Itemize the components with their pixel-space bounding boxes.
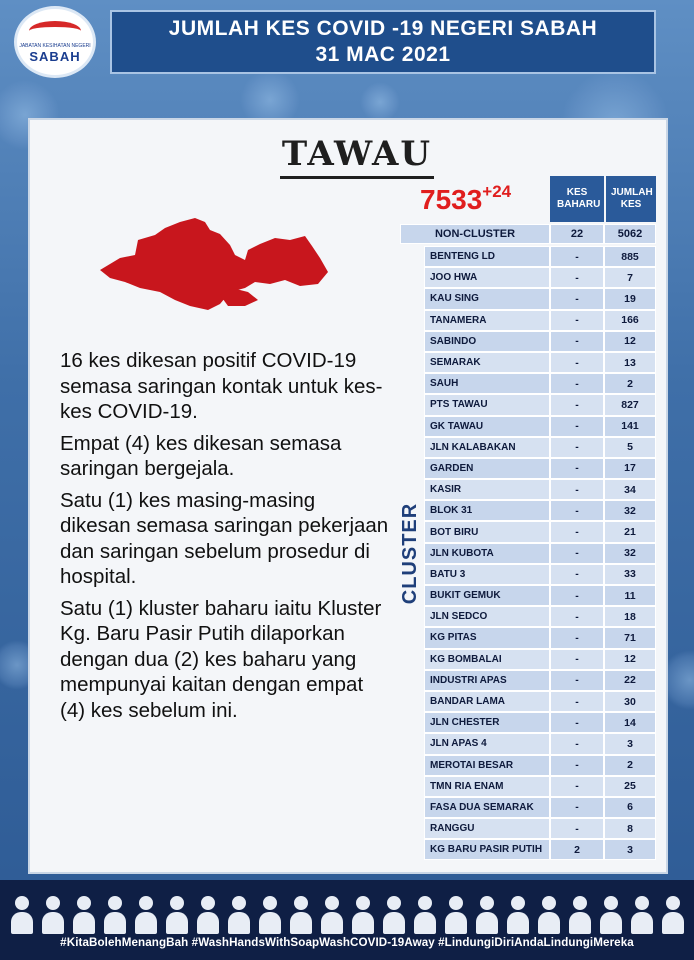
cluster-total-cases: 34: [604, 479, 656, 500]
cluster-name: JLN CHESTER: [424, 712, 550, 733]
cluster-total-cases: 12: [604, 331, 656, 352]
paragraph-4: Satu (1) kluster baharu iaitu Kluster Kg. Baru Pasir Putih dilaporkan dengan dua (2) kes baharu yang mempunyai kaitan dengan empat (4) kes sebelum ini.: [60, 596, 382, 722]
table-row: [424, 585, 656, 606]
cluster-total-cases: 2: [604, 755, 656, 776]
cluster-total-cases: 17: [604, 458, 656, 479]
table-row: [424, 352, 656, 373]
table-row: [424, 691, 656, 712]
table-row: [424, 564, 656, 585]
person-icon: [662, 894, 684, 934]
cluster-name: SAUH: [424, 373, 550, 394]
person-icon: [11, 894, 33, 934]
cluster-new-cases: -: [550, 691, 604, 712]
noncluster-row: [400, 224, 656, 244]
total-cases: [420, 182, 511, 216]
cluster-name: RANGGU: [424, 818, 550, 839]
noncluster-name: NON-CLUSTER: [400, 224, 550, 244]
cluster-new-cases: -: [550, 373, 604, 394]
person-icon: [507, 894, 529, 934]
header-banner: [110, 10, 656, 74]
cluster-name: KASIR: [424, 479, 550, 500]
cluster-new-cases: -: [550, 627, 604, 648]
person-icon: [414, 894, 436, 934]
table-row: [424, 267, 656, 288]
cluster-new-cases: -: [550, 755, 604, 776]
person-icon: [228, 894, 250, 934]
cluster-name: MEROTAI BESAR: [424, 755, 550, 776]
cluster-name: INDUSTRI APAS: [424, 670, 550, 691]
table-row: [424, 543, 656, 564]
logo-text: SABAH: [29, 48, 81, 64]
logo-small-text: JABATAN KESIHATAN NEGERI: [19, 42, 91, 49]
cluster-new-cases: -: [550, 776, 604, 797]
cluster-total-cases: 33: [604, 564, 656, 585]
cluster-new-cases: -: [550, 394, 604, 415]
table-row: [424, 500, 656, 521]
cluster-name: BLOK 31: [424, 500, 550, 521]
cluster-name: BANDAR LAMA: [424, 691, 550, 712]
cluster-new-cases: -: [550, 352, 604, 373]
person-icon: [476, 894, 498, 934]
table-row: [424, 839, 656, 860]
table-row: [424, 649, 656, 670]
cluster-new-cases: -: [550, 331, 604, 352]
cluster-total-cases: 71: [604, 627, 656, 648]
person-icon: [42, 894, 64, 934]
total-increase: +24: [482, 182, 512, 201]
person-icon: [445, 894, 467, 934]
cluster-total-cases: 11: [604, 585, 656, 606]
cluster-new-cases: -: [550, 521, 604, 542]
person-icon: [383, 894, 405, 934]
paragraph-3: Satu (1) kes masing-masing dikesan semasa saringan pekerjaan dan saringan sebelum prosedur di hospital.: [60, 488, 389, 588]
header-total-cases: JUMLAH KES: [606, 176, 656, 222]
person-icon: [321, 894, 343, 934]
cluster-name: BATU 3: [424, 564, 550, 585]
cluster-name: TMN RIA ENAM: [424, 776, 550, 797]
header-new-cases: KES BAHARU: [550, 176, 604, 222]
people-illustration: [6, 886, 688, 934]
cluster-name: KAU SING: [424, 288, 550, 309]
table-row: [424, 394, 656, 415]
table-row: [424, 458, 656, 479]
cluster-total-cases: 32: [604, 543, 656, 564]
cluster-total-cases: 5: [604, 437, 656, 458]
cluster-new-cases: -: [550, 543, 604, 564]
cluster-new-cases: -: [550, 479, 604, 500]
cluster-new-cases: -: [550, 585, 604, 606]
cluster-new-cases: -: [550, 712, 604, 733]
table-row: [424, 712, 656, 733]
table-row: [424, 606, 656, 627]
cluster-name: JOO HWA: [424, 267, 550, 288]
cluster-total-cases: 14: [604, 712, 656, 733]
paragraph-1: 16 kes dikesan positif COVID-19 semasa saringan kontak untuk kes-kes COVID-19.: [60, 349, 383, 423]
cluster-name: FASA DUA SEMARAK: [424, 797, 550, 818]
cluster-total-cases: 3: [604, 839, 656, 860]
cluster-name: KG PITAS: [424, 627, 550, 648]
noncluster-total: 5062: [604, 224, 656, 244]
cluster-new-cases: -: [550, 818, 604, 839]
cluster-new-cases: 2: [550, 839, 604, 860]
logo: [14, 6, 96, 78]
cluster-new-cases: -: [550, 797, 604, 818]
cluster-name: GK TAWAU: [424, 416, 550, 437]
footer-hashtags: #KitaBolehMenangBah #WashHandsWithSoapWashCOVID-19Away #LindungiDiriAndaLindungiMereka: [60, 936, 634, 949]
cluster-new-cases: -: [550, 246, 604, 267]
cluster-name: JLN KUBOTA: [424, 543, 550, 564]
table-row: [424, 373, 656, 394]
cluster-total-cases: 30: [604, 691, 656, 712]
cluster-name: JLN APAS 4: [424, 733, 550, 754]
cluster-label: CLUSTER: [399, 502, 422, 604]
cluster-new-cases: -: [550, 267, 604, 288]
cluster-total-cases: 141: [604, 416, 656, 437]
cluster-total-cases: 13: [604, 352, 656, 373]
cluster-name: SEMARAK: [424, 352, 550, 373]
noncluster-new: 22: [550, 224, 604, 244]
cluster-name: JLN SEDCO: [424, 606, 550, 627]
cluster-new-cases: -: [550, 288, 604, 309]
person-icon: [259, 894, 281, 934]
cluster-new-cases: -: [550, 564, 604, 585]
person-icon: [197, 894, 219, 934]
cluster-total-cases: 8: [604, 818, 656, 839]
cluster-total-cases: 32: [604, 500, 656, 521]
cluster-total-cases: 6: [604, 797, 656, 818]
cluster-name: TANAMERA: [424, 310, 550, 331]
person-icon: [135, 894, 157, 934]
cluster-total-cases: 7: [604, 267, 656, 288]
table-row: [424, 479, 656, 500]
district-title: TAWAU: [280, 134, 434, 179]
content-panel: [28, 118, 668, 874]
cluster-total-cases: 22: [604, 670, 656, 691]
cluster-new-cases: -: [550, 606, 604, 627]
cluster-new-cases: -: [550, 500, 604, 521]
cluster-total-cases: 19: [604, 288, 656, 309]
tawau-map-icon: [80, 200, 340, 320]
cluster-name: BENTENG LD: [424, 246, 550, 267]
table-row: [424, 437, 656, 458]
cluster-new-cases: -: [550, 310, 604, 331]
table-row: [424, 755, 656, 776]
person-icon: [631, 894, 653, 934]
cluster-new-cases: -: [550, 416, 604, 437]
person-icon: [290, 894, 312, 934]
header-date: 31 MAC 2021: [315, 43, 451, 66]
cluster-name: PTS TAWAU: [424, 394, 550, 415]
cluster-total-cases: 12: [604, 649, 656, 670]
table-row: [424, 246, 656, 267]
person-icon: [600, 894, 622, 934]
table-row: [424, 331, 656, 352]
table-row: [424, 797, 656, 818]
cluster-total-cases: 25: [604, 776, 656, 797]
person-icon: [352, 894, 374, 934]
cluster-name: JLN KALABAKAN: [424, 437, 550, 458]
cluster-name: KG BOMBALAI: [424, 649, 550, 670]
cluster-new-cases: -: [550, 649, 604, 670]
person-icon: [73, 894, 95, 934]
cluster-total-cases: 827: [604, 394, 656, 415]
cluster-total-cases: 3: [604, 733, 656, 754]
person-icon: [104, 894, 126, 934]
cluster-total-cases: 18: [604, 606, 656, 627]
table-row: [424, 288, 656, 309]
cluster-name: KG BARU PASIR PUTIH: [424, 839, 550, 860]
description-text: [60, 348, 390, 729]
cluster-name: BOT BIRU: [424, 521, 550, 542]
table-row: [424, 776, 656, 797]
cluster-name: GARDEN: [424, 458, 550, 479]
cluster-new-cases: -: [550, 733, 604, 754]
person-icon: [569, 894, 591, 934]
cluster-total-cases: 21: [604, 521, 656, 542]
cluster-new-cases: -: [550, 670, 604, 691]
person-icon: [538, 894, 560, 934]
table-row: [424, 416, 656, 437]
footer: [0, 880, 694, 960]
header-title: JUMLAH KES COVID -19 NEGERI SABAH: [168, 17, 598, 40]
cluster-name: SABINDO: [424, 331, 550, 352]
table-row: [424, 627, 656, 648]
cluster-name: BUKIT GEMUK: [424, 585, 550, 606]
cluster-new-cases: -: [550, 437, 604, 458]
cluster-total-cases: 2: [604, 373, 656, 394]
person-icon: [166, 894, 188, 934]
cluster-total-cases: 166: [604, 310, 656, 331]
table-row: [424, 818, 656, 839]
cluster-table: [424, 246, 656, 860]
table-row: [424, 521, 656, 542]
cluster-total-cases: 885: [604, 246, 656, 267]
table-row: [424, 670, 656, 691]
cluster-new-cases: -: [550, 458, 604, 479]
paragraph-2: Empat (4) kes dikesan semasa saringan bergejala.: [60, 431, 342, 480]
virus-icon: [360, 82, 400, 122]
total-value: 7533: [420, 184, 483, 215]
table-row: [424, 310, 656, 331]
table-row: [424, 733, 656, 754]
logo-arc: [29, 21, 81, 41]
